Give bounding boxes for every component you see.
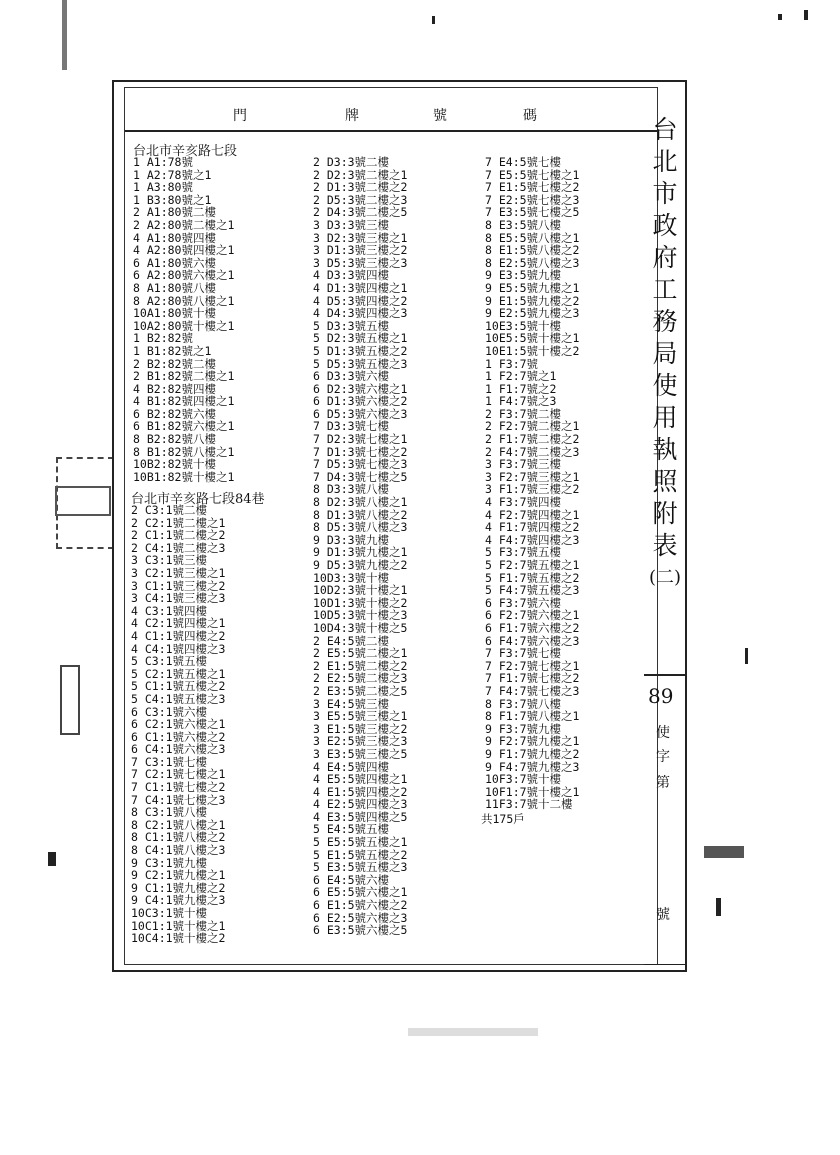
address-entry: 6 F3:7號六樓: [485, 595, 562, 610]
address-entry: 4 F3:7號四樓: [485, 495, 562, 510]
address-entry: 1 F2:7號之1: [485, 369, 557, 384]
column-1b: [131, 504, 225, 945]
scan-mark: [778, 14, 782, 20]
address-entry: 6 C2:1號六樓之1: [131, 717, 226, 732]
address-entry: 4 F4:7號四樓之3: [485, 532, 580, 547]
address-entry: 1 A2:78號之1: [133, 167, 212, 182]
house-number-table: [112, 80, 687, 972]
address-entry: 2 E5:5號二樓之1: [313, 646, 408, 661]
address-entry: 5 E4:5號五樓: [313, 822, 390, 837]
address-entry: 2 B1:82號二樓之1: [133, 369, 235, 384]
address-entry: 10C4:1號十樓之2: [131, 931, 226, 946]
address-entry: 8 A2:80號八樓之1: [133, 293, 235, 308]
address-entry: 3 E3:5號三樓之5: [313, 746, 408, 761]
address-entry: 5 F1:7號五樓之2: [485, 570, 580, 585]
address-entry: 7 F1:7號七樓之2: [485, 671, 580, 686]
address-entry: 3 D2:3號三樓之1: [313, 230, 408, 245]
address-entry: 9 E1:5號九樓之2: [485, 293, 580, 308]
address-entry: 6 D5:3號六樓之3: [313, 406, 408, 421]
address-entry: 4 E2:5號四樓之3: [313, 797, 408, 812]
address-entry: 9 F1:7號九樓之2: [485, 746, 580, 761]
address-entry: 10A1:80號十樓: [133, 306, 216, 321]
address-entry: 1 F3:7號: [485, 356, 539, 371]
address-entry: 9 F4:7號九樓之3: [485, 759, 580, 774]
address-entry: 5 C3:1號五樓: [131, 654, 208, 669]
char-zi: 字: [656, 749, 670, 765]
header-hao: 號: [433, 108, 448, 124]
address-entry: 9 C4:1號九樓之3: [131, 893, 226, 908]
address-entry: 6 D2:3號六樓之1: [313, 381, 408, 396]
address-entry: 7 E4:5號七樓: [485, 155, 562, 169]
address-entry: 4 D5:3號四樓之2: [313, 293, 408, 308]
address-entry: 2 C2:1號二樓之1: [131, 515, 226, 530]
column-2: [313, 156, 407, 937]
address-entry: 6 E5:5號六樓之1: [313, 885, 408, 900]
char-shi: 使: [656, 725, 670, 741]
address-entry: 1 A1:78號: [133, 155, 193, 169]
address-entry: 4 E5:5號四樓之1: [313, 772, 408, 787]
address-entry: 8 D2:3號八樓之1: [313, 495, 408, 510]
address-entry: 3 C2:1號三樓之1: [131, 565, 226, 580]
address-entry: 3 C4:1號三樓之3: [131, 591, 226, 606]
scan-smudge: [60, 665, 80, 735]
address-entry: 9 F2:7號九樓之1: [485, 734, 580, 749]
address-entry: 6 E1:5號六樓之2: [313, 898, 408, 913]
address-entry: 2 E1:5號二樓之2: [313, 658, 408, 673]
address-entry: 4 E4:5號四樓: [313, 759, 390, 774]
scan-mark: [48, 852, 56, 866]
address-entry: 4 E3:5號四樓之5: [313, 809, 408, 824]
address-entry: 9 D5:3號九樓之2: [313, 558, 408, 572]
address-entry: 4 B1:82號四樓之1: [133, 394, 235, 409]
address-entry: 8 C4:1號八樓之3: [131, 843, 226, 858]
address-entry: 5 F3:7號五樓: [485, 545, 562, 560]
side-title-char: 務: [652, 307, 678, 336]
side-title-char: (二): [648, 567, 682, 588]
table-header: [125, 88, 657, 132]
address-entry: 8 B2:82號八樓: [133, 432, 216, 447]
address-entry: 9 E3:5號九樓: [485, 268, 562, 283]
address-entry: 1 A3:80號: [133, 180, 193, 195]
address-entry: 10B1:82號十樓之1: [133, 469, 235, 484]
address-entry: 6 B1:82號六樓之1: [133, 419, 235, 434]
address-entry: 5 C1:1號五樓之2: [131, 679, 226, 694]
address-entry: 4 C4:1號四樓之3: [131, 641, 226, 656]
address-entry: 10E3:5號十樓: [485, 318, 562, 333]
address-entry: 3 C1:1號三樓之2: [131, 578, 226, 593]
address-entry: 11F3:7號十二樓: [485, 797, 573, 812]
side-title-char: 局: [652, 339, 678, 368]
address-entry: 10E5:5號十樓之1: [485, 331, 580, 346]
address-entry: 7 F3:7號七樓: [485, 646, 562, 661]
scan-mark: [704, 846, 744, 858]
address-entry: 9 C1:1號九樓之2: [131, 880, 226, 895]
address-entry: 3 E4:5號三樓: [313, 696, 390, 711]
address-entry: 10D4:3號十樓之5: [313, 620, 408, 635]
address-entry: 1 F4:7號之3: [485, 394, 557, 409]
address-entry: 8 E5:5號八樓之1: [485, 230, 580, 245]
address-entry: 7 E5:5號七樓之1: [485, 167, 580, 182]
address-entry: 7 E1:5號七樓之2: [485, 180, 580, 195]
address-entry: 6 F2:7號六樓之1: [485, 608, 580, 623]
address-entry: 9 F3:7號九樓: [485, 721, 562, 736]
address-entry: 3 F3:7號三樓: [485, 457, 562, 472]
column-1a: [133, 156, 234, 483]
group2-title: 台北市辛亥路七段84巷: [131, 492, 265, 507]
total-count: 共175戶: [481, 812, 525, 826]
address-entry: 8 D5:3號八樓之3: [313, 520, 408, 535]
address-entry: 7 F4:7號七樓之3: [485, 683, 580, 698]
side-title-char: 照: [652, 467, 678, 496]
address-entry: 8 E2:5號八樓之3: [485, 255, 580, 270]
address-entry: 4 C1:1號四樓之2: [131, 628, 226, 643]
address-entry: 7 D1:3號七樓之2: [313, 444, 408, 459]
side-title-char: 工: [652, 275, 678, 304]
address-entry: 10C1:1號十樓之1: [131, 918, 226, 933]
address-entry: 5 D1:3號五樓之2: [313, 343, 408, 358]
license-number: 89: [648, 684, 674, 708]
address-entry: 8 D3:3號八樓: [313, 482, 390, 497]
address-entry: 8 C1:1號八樓之2: [131, 830, 226, 845]
address-entry: 4 E1:5號四樓之2: [313, 784, 408, 799]
address-entry: 3 C3:1號三樓: [131, 553, 208, 568]
address-entry: 6 E4:5號六樓: [313, 872, 390, 887]
address-entry: 6 B2:82號六樓: [133, 406, 216, 421]
address-entry: 2 D5:3號二樓之3: [313, 192, 408, 207]
side-title-char: 表: [652, 531, 678, 560]
address-entry: 10D5:3號十樓之3: [313, 608, 408, 623]
address-entry: 7 C3:1號七樓: [131, 754, 208, 769]
address-entry: 5 C4:1號五樓之3: [131, 691, 226, 706]
side-title-char: 政: [652, 211, 678, 240]
address-entry: 6 D1:3號六樓之2: [313, 394, 408, 409]
address-entry: 3 D3:3號三樓: [313, 217, 390, 232]
address-entry: 8 C3:1號八樓: [131, 805, 208, 820]
address-entry: 5 C2:1號五樓之1: [131, 666, 226, 681]
address-entry: 8 C2:1號八樓之1: [131, 817, 226, 832]
address-entry: 7 E2:5號七樓之3: [485, 192, 580, 207]
scan-mark: [745, 648, 748, 664]
side-title-char: 用: [652, 403, 678, 432]
address-entry: 1 B3:80號之1: [133, 192, 212, 207]
char-di: 第: [656, 775, 670, 791]
address-entry: 3 D5:3號三樓之3: [313, 255, 408, 270]
address-entry: 7 C4:1號七樓之3: [131, 792, 226, 807]
side-divider: [644, 674, 686, 676]
address-entry: 9 D1:3號九樓之1: [313, 545, 408, 560]
address-entry: 8 B1:82號八樓之1: [133, 444, 235, 459]
address-entry: 6 F4:7號六樓之3: [485, 633, 580, 648]
side-title-char: 使: [652, 371, 678, 400]
side-bottom-line: [644, 964, 686, 965]
address-entry: 8 E1:5號八樓之2: [485, 243, 580, 258]
address-entry: 10D2:3號十樓之1: [313, 583, 408, 598]
address-entry: 6 C1:1號六樓之2: [131, 729, 226, 744]
address-entry: 2 A2:80號二樓之1: [133, 217, 235, 232]
scan-mark: [804, 10, 808, 20]
address-entry: 3 F1:7號三樓之2: [485, 482, 580, 497]
address-entry: 5 F4:7號五樓之3: [485, 583, 580, 598]
address-entry: 3 E2:5號三樓之3: [313, 734, 408, 749]
address-entry: 5 F2:7號五樓之1: [485, 558, 580, 572]
address-entry: 7 C2:1號七樓之1: [131, 767, 226, 782]
address-entry: 10F3:7號十樓: [485, 772, 562, 787]
address-entry: 4 D1:3號四樓之1: [313, 280, 408, 295]
address-entry: 2 F2:7號二樓之1: [485, 419, 580, 434]
address-entry: 3 D1:3號三樓之2: [313, 243, 408, 258]
address-entry: 4 A2:80號四樓之1: [133, 243, 235, 258]
address-entry: 10D1:3號十樓之2: [313, 595, 408, 610]
group1-title: 台北市辛亥路七段: [133, 144, 238, 159]
address-entry: 1 F1:7號之2: [485, 381, 557, 396]
scan-mark: [62, 0, 67, 70]
char-hao: 號: [656, 907, 670, 923]
address-entry: 5 E5:5號五樓之1: [313, 835, 408, 850]
scan-mark: [432, 16, 435, 24]
address-entry: 2 F1:7號二樓之2: [485, 432, 580, 447]
address-entry: 10B2:82號十樓: [133, 457, 216, 472]
header-ma: 碼: [523, 108, 538, 124]
address-entry: 6 E3:5號六樓之5: [313, 923, 408, 938]
address-entry: 3 F2:7號三樓之1: [485, 469, 580, 484]
table-body: [124, 87, 658, 965]
address-entry: 2 C4:1號二樓之3: [131, 540, 226, 555]
address-entry: 1 B2:82號: [133, 331, 193, 346]
address-entry: 5 D2:3號五樓之1: [313, 331, 408, 346]
address-entry: 6 C4:1號六樓之3: [131, 742, 226, 757]
address-entry: 7 C1:1號七樓之2: [131, 780, 226, 795]
address-entry: 9 E5:5號九樓之1: [485, 280, 580, 295]
address-entry: 2 A1:80號二樓: [133, 205, 216, 220]
address-entry: 2 D4:3號二樓之5: [313, 205, 408, 220]
address-entry: 9 D3:3號九樓: [313, 532, 390, 547]
address-entry: 6 F1:7號六樓之2: [485, 620, 580, 635]
address-entry: 6 C3:1號六樓: [131, 704, 208, 719]
address-entry: 4 A1:80號四樓: [133, 230, 216, 245]
address-entry: 10C3:1號十樓: [131, 906, 208, 920]
side-title-char: 府: [652, 243, 678, 272]
address-entry: 7 F2:7號七樓之1: [485, 658, 580, 673]
official-stamp: [56, 457, 114, 549]
address-entry: 5 E1:5號五樓之2: [313, 847, 408, 862]
side-title-char: 台: [652, 115, 678, 144]
address-entry: 6 D3:3號六樓: [313, 369, 390, 384]
address-entry: 8 F1:7號八樓之1: [485, 709, 580, 724]
address-entry: 9 C3:1號九樓: [131, 855, 208, 870]
address-entry: 4 F2:7號四樓之1: [485, 507, 580, 522]
address-entry: 2 F3:7號二樓: [485, 406, 562, 421]
address-entry: 6 E2:5號六樓之3: [313, 910, 408, 925]
address-entry: 9 C2:1號九樓之1: [131, 868, 226, 883]
address-entry: 4 B2:82號四樓: [133, 381, 216, 396]
address-entry: 4 C2:1號四樓之1: [131, 616, 226, 631]
address-entry: 4 C3:1號四樓: [131, 603, 208, 618]
address-entry: 3 E5:5號三樓之1: [313, 709, 408, 724]
address-entry: 2 E4:5號二樓: [313, 633, 390, 648]
address-entry: 10D3:3號十樓: [313, 570, 390, 585]
address-entry: 4 F1:7號四樓之2: [485, 520, 580, 535]
header-men: 門: [233, 108, 248, 124]
address-entry: 6 A1:80號六樓: [133, 255, 216, 270]
header-pai: 牌: [345, 108, 360, 124]
column-3: [485, 156, 579, 811]
address-entry: 10E1:5號十樓之2: [485, 343, 580, 358]
address-entry: 7 D3:3號七樓: [313, 419, 390, 434]
address-entry: 2 D3:3號二樓: [313, 155, 390, 169]
address-entry: 7 D2:3號七樓之1: [313, 432, 408, 447]
address-entry: 2 B2:82號二樓: [133, 356, 216, 371]
address-entry: 9 E2:5號九樓之3: [485, 306, 580, 321]
side-title-char: 附: [652, 499, 678, 528]
address-entry: 2 D2:3號二樓之1: [313, 167, 408, 182]
address-entry: 2 C1:1號二樓之2: [131, 528, 226, 543]
side-title: [644, 114, 686, 594]
address-entry: 5 D3:3號五樓: [313, 318, 390, 333]
address-entry: 7 D5:3號七樓之3: [313, 457, 408, 472]
side-title-char: 市: [652, 179, 678, 208]
address-entry: 4 D4:3號四樓之3: [313, 306, 408, 321]
address-entry: 2 E3:5號二樓之5: [313, 683, 408, 698]
address-entry: 7 E3:5號七樓之5: [485, 205, 580, 220]
address-entry: 3 E1:5號三樓之2: [313, 721, 408, 736]
address-entry: 7 D4:3號七樓之5: [313, 469, 408, 484]
address-entry: 6 A2:80號六樓之1: [133, 268, 235, 283]
address-entry: 8 D1:3號八樓之2: [313, 507, 408, 522]
address-entry: 10F1:7號十樓之1: [485, 784, 580, 799]
address-entry: 5 E3:5號五樓之3: [313, 860, 408, 875]
address-entry: 2 E2:5號二樓之3: [313, 671, 408, 686]
address-entry: 8 E3:5號八樓: [485, 217, 562, 232]
side-panel: [644, 86, 686, 968]
side-title-char: 北: [652, 147, 678, 176]
address-entry: 1 B1:82號之1: [133, 343, 212, 358]
scan-mark: [408, 1028, 538, 1036]
scan-mark: [716, 898, 721, 916]
address-entry: 2 D1:3號二樓之2: [313, 180, 408, 195]
address-entry: 2 C3:1號二樓: [131, 503, 208, 517]
address-entry: 8 A1:80號八樓: [133, 280, 216, 295]
address-entry: 4 D3:3號四樓: [313, 268, 390, 283]
address-entry: 10A2:80號十樓之1: [133, 318, 235, 333]
side-title-char: 執: [652, 435, 678, 464]
address-entry: 2 F4:7號二樓之3: [485, 444, 580, 459]
address-entry: 8 F3:7號八樓: [485, 696, 562, 711]
address-entry: 5 D5:3號五樓之3: [313, 356, 408, 371]
